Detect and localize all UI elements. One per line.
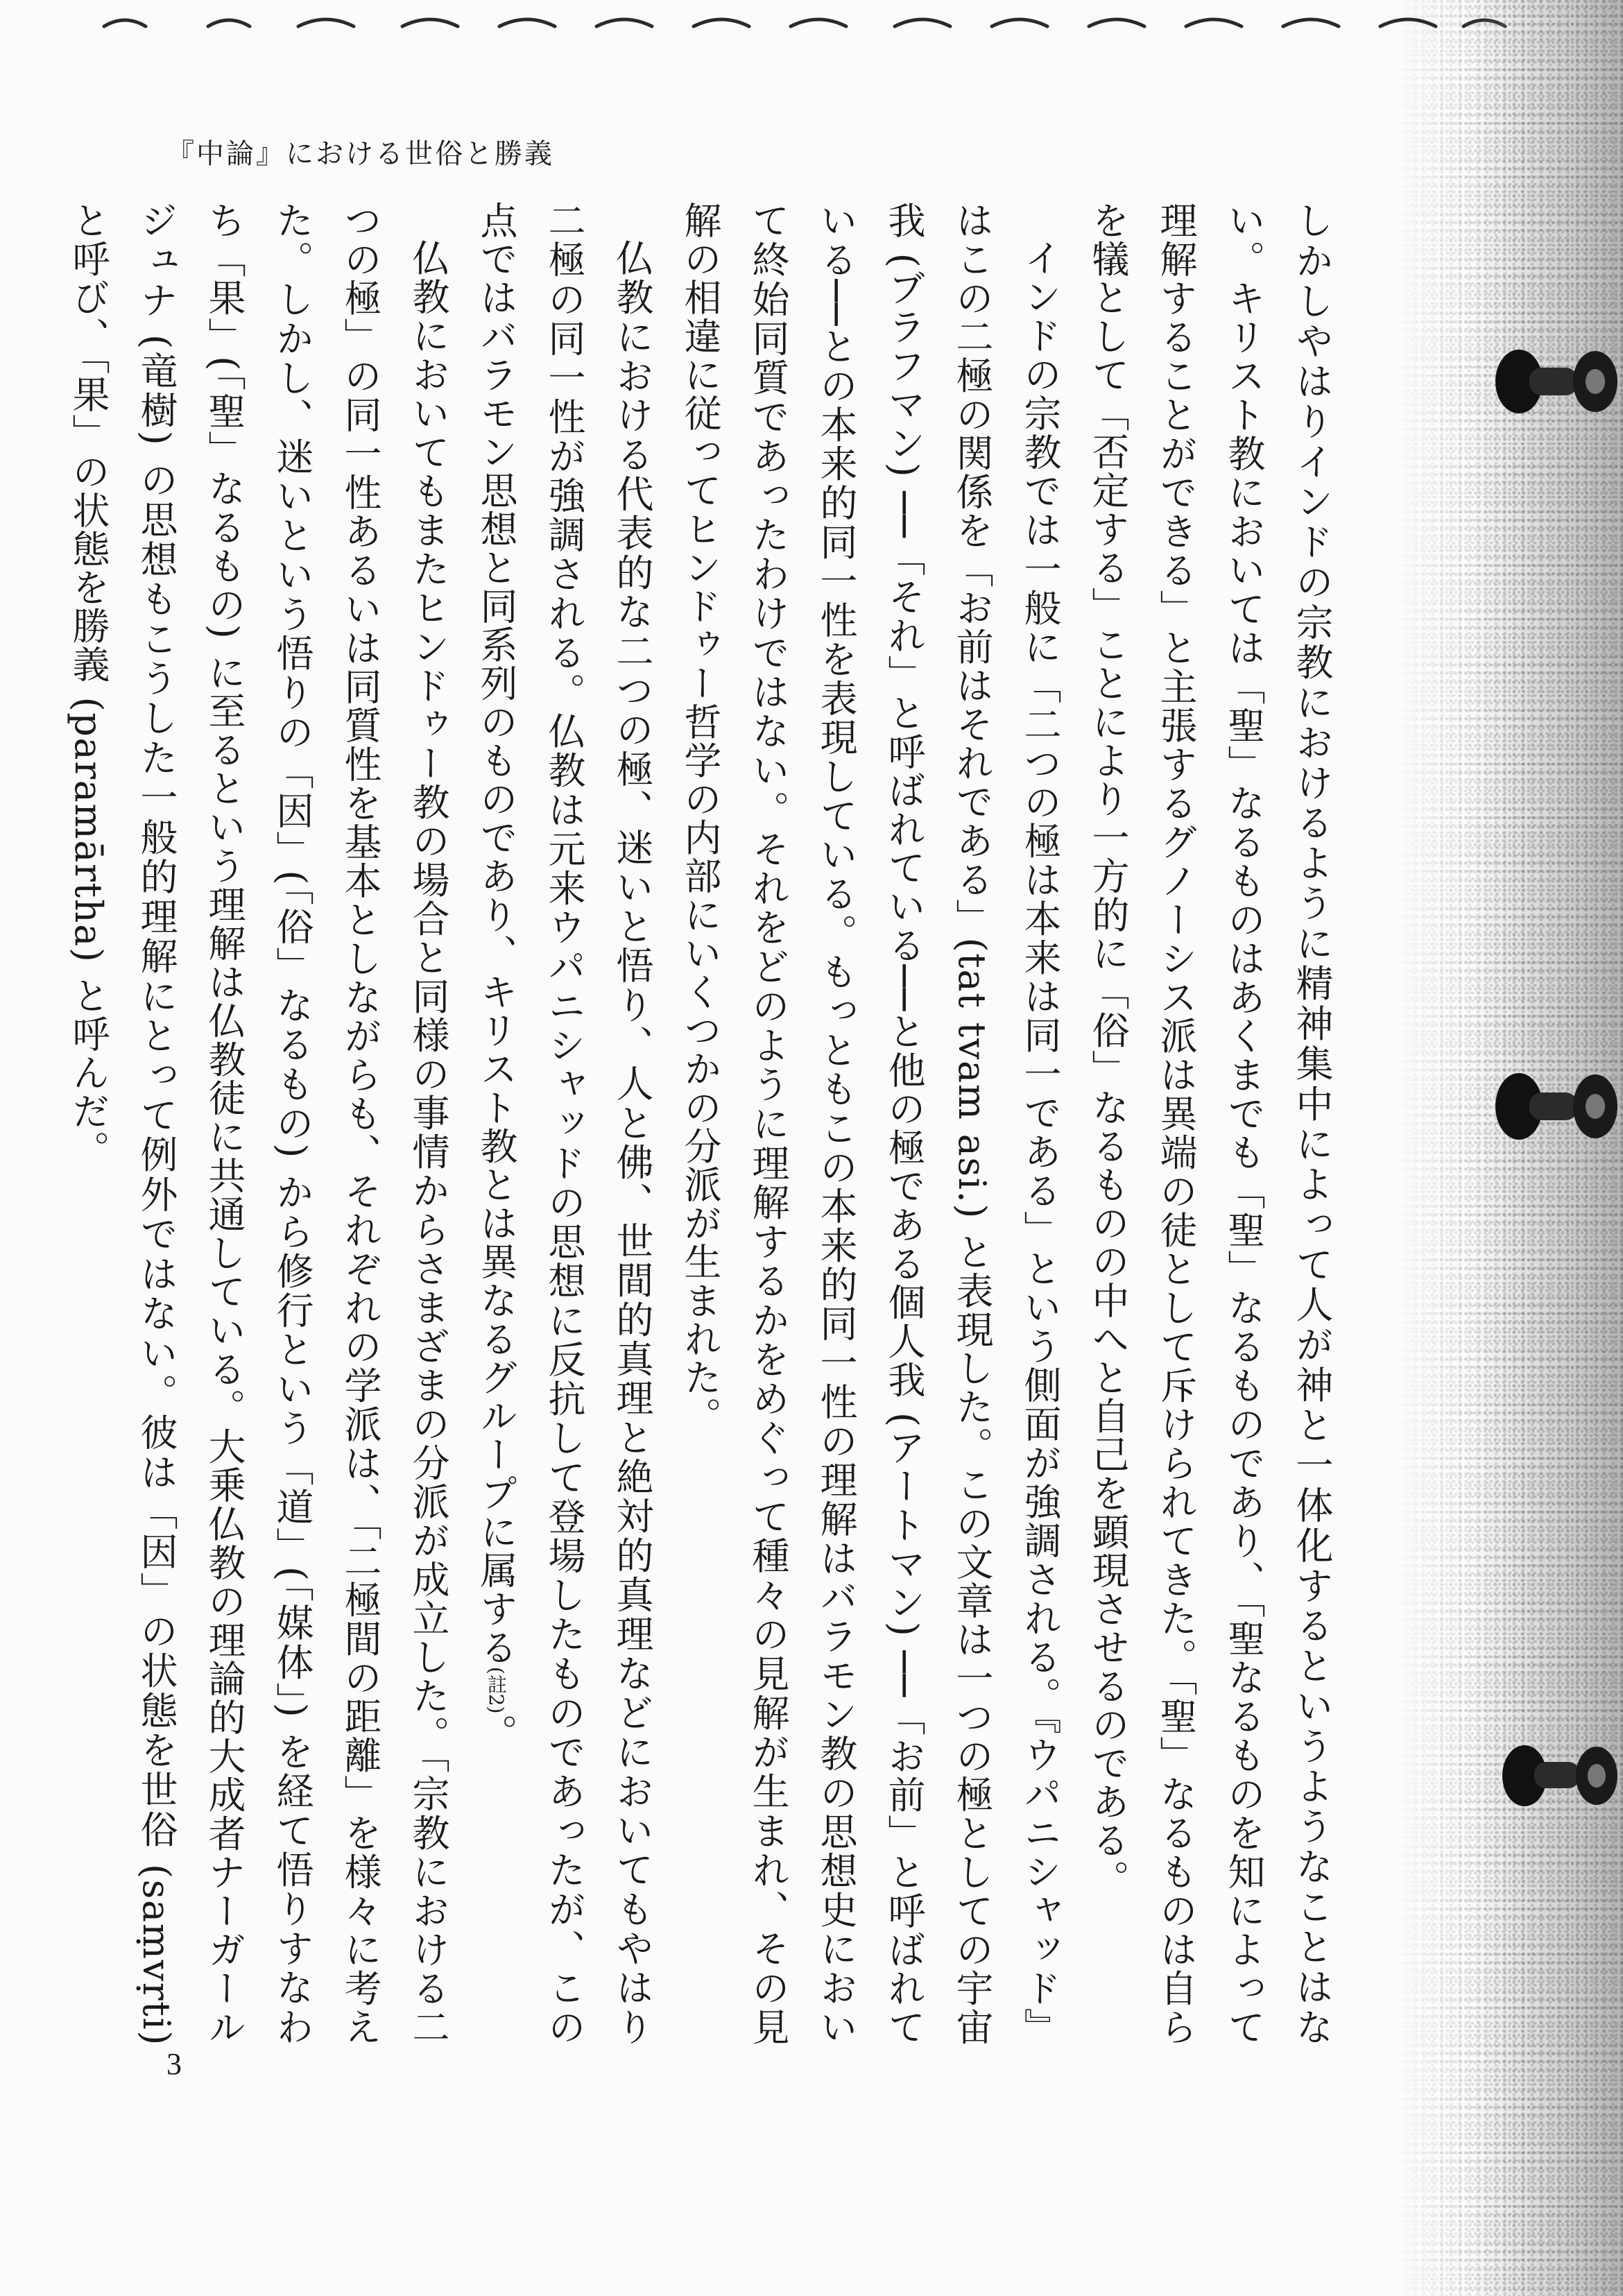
footnote-reference[interactable]: (註2) <box>485 1666 508 1714</box>
page-number: 3 <box>166 2047 182 2081</box>
paragraph-1-text: しかしやはりインドの宗教におけるように精神集中によって人が神と一体化するというようなことはない。キリスト教においては「聖」なるものはあくまでも「聖」なるものであり、「聖なるものを知によって理解することができる」と主張するグノーシス派は異端の徒として斥けられてきた。「聖」なるものは自らを犠として「否定する」ことにより一方的に「俗」なるものの中へと自己を顕現させるのである。 <box>1086 201 1334 2046</box>
running-header: 『中論』における世俗と勝義 <box>166 138 554 170</box>
paragraph-3-text: 仏教における代表的な二つの極、迷いと悟り、人と佛、世間的真理と絶対的真理などにおいてもやはり二極の同一性が強調される。仏教は元来ウパニシャッドの思想に反抗して登場したものであったが、この点ではバラモン思想と同系列のものであり、キリスト教とは異なるグループに属する <box>474 201 654 2046</box>
paragraph-3 <box>462 201 666 2046</box>
top-margin-marks <box>0 0 1623 49</box>
binder-hole-mark <box>1491 340 1623 423</box>
paragraph-3-end: 。 <box>474 1713 518 1753</box>
binder-hole-mark <box>1491 1061 1623 1151</box>
paragraph-1 <box>1074 201 1346 2046</box>
paragraph-4 <box>54 201 462 2046</box>
binder-hole-mark <box>1498 1734 1623 1817</box>
paragraph-2 <box>666 201 1074 2046</box>
paragraph-2-text: インドの宗教では一般に「二つの極は本来は同一である」という側面が強調される。『ウパニシャッド』はこの二極の関係を「お前はそれである」(tat tvam asi.) と表現した。この文章は一つの極としての宇宙我 (ブラフマン) ──「それ」と呼ばれている──と他の極である個人我 (アートマン) ──「お前」と呼ばれている──との本来的同一性を表現している。もっともこの本来的同一性の理解はバラモン教の思想史において終始同質であったわけではない。それをどのように理解するかをめぐって種々の見解が生まれ、その見解の相違に従ってヒンドゥー哲学の内部にいくつかの分派が生まれた。 <box>678 201 1062 2046</box>
vertical-body-text <box>67 201 1346 2046</box>
paragraph-4-text: 仏教においてもまたヒンドゥー教の場合と同様の事情からさまざまの分派が成立した。「宗教における二つの極」の同一性あるいは同質性を基本としながらも、それぞれの学派は、「二極間の距離」を様々に考えた。しかし、迷いという悟りの「因」(「俗」なるもの) から修行という「道」(「媒体」) を経て悟りすなわち「果」(「聖」なるもの) に至るという理解は仏教徒に共通している。大乗仏教の理論的大成者ナーガールジュナ (竜樹) の思想もこうした一般的理解にとって例外ではない。彼は「因」の状態を世俗 (saṃvṛti) と呼び、「果」の状態を勝義 (paramārtha) と呼んだ。 <box>67 201 450 2046</box>
